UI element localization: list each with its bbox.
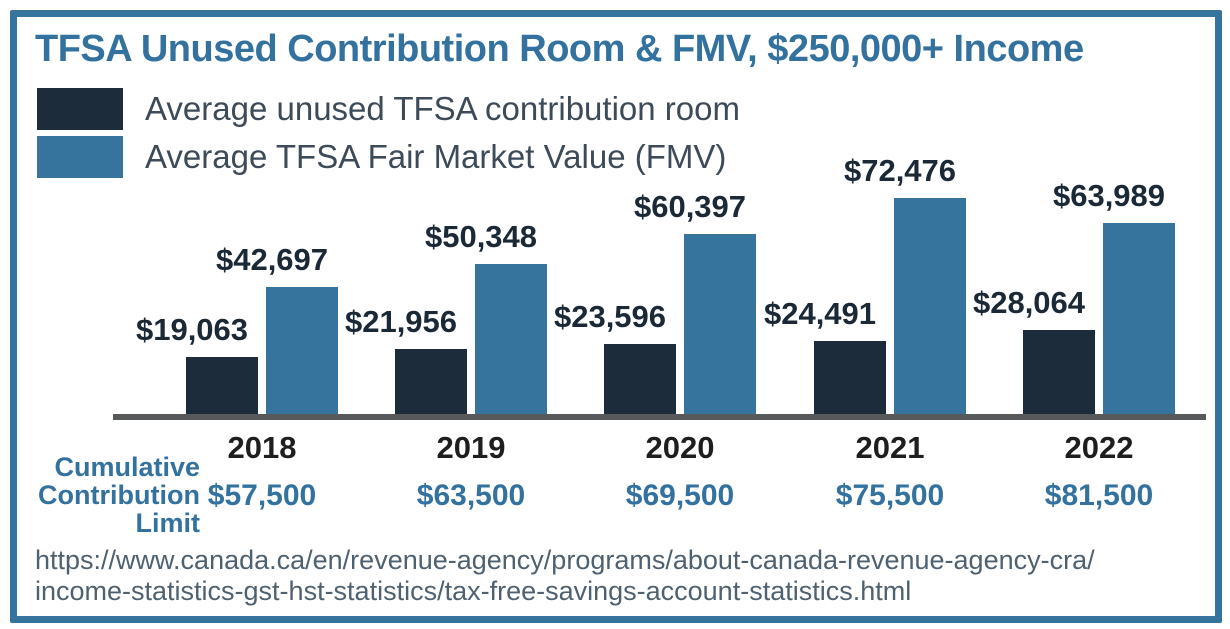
cumulative-limit-2019: $63,500	[416, 479, 526, 512]
legend-label-fmv: Average TFSA Fair Market Value (FMV)	[145, 138, 727, 175]
bar-unused-room-2021	[814, 341, 886, 414]
value-label-unused-room-2018: $19,063	[135, 312, 249, 347]
cumulative-label-line-2: Contribution	[38, 480, 200, 510]
bar-fmv-2018	[266, 287, 338, 414]
cumulative-limit-2018: $57,500	[207, 479, 317, 512]
year-label-2022: 2022	[1064, 430, 1134, 465]
cumulative-contribution-limit-label	[28, 453, 200, 537]
legend-label-unused-room: Average unused TFSA contribution room	[145, 90, 740, 127]
source-url	[35, 545, 1185, 607]
source-url-line-2: income-statistics-gst-hst-statistics/tax-free-savings-account-statistics.html	[35, 576, 912, 606]
x-axis-baseline	[113, 414, 1206, 420]
chart-title: TFSA Unused Contribution Room & FMV, $250,000+ Income	[35, 28, 1084, 70]
bar-fmv-2020	[684, 234, 756, 414]
value-label-unused-room-2020: $23,596	[553, 299, 667, 334]
value-label-fmv-2021: $72,476	[843, 153, 957, 188]
value-label-unused-room-2019: $21,956	[344, 304, 458, 339]
cumulative-label-line-3: Limit	[135, 508, 200, 538]
bar-unused-room-2022	[1023, 330, 1095, 414]
bar-unused-room-2019	[395, 349, 467, 414]
bar-unused-room-2020	[604, 344, 676, 414]
value-label-fmv-2022: $63,989	[1052, 178, 1166, 213]
cumulative-limit-2021: $75,500	[835, 479, 945, 512]
year-label-2021: 2021	[855, 430, 925, 465]
cumulative-label-line-1: Cumulative	[54, 452, 200, 482]
source-url-line-1: https://www.canada.ca/en/revenue-agency/programs/about-canada-revenue-agency-cra/	[35, 545, 1095, 575]
value-label-fmv-2020: $60,397	[633, 189, 747, 224]
year-label-2018: 2018	[227, 430, 297, 465]
value-label-fmv-2019: $50,348	[424, 219, 538, 254]
cumulative-limit-2022: $81,500	[1044, 479, 1154, 512]
value-label-unused-room-2022: $28,064	[972, 285, 1086, 320]
bar-unused-room-2018	[186, 357, 258, 414]
year-label-2019: 2019	[436, 430, 506, 465]
value-label-fmv-2018: $42,697	[215, 242, 329, 277]
year-label-2020: 2020	[645, 430, 715, 465]
cumulative-limit-2020: $69,500	[625, 479, 735, 512]
bar-fmv-2022	[1103, 223, 1175, 414]
bar-fmv-2019	[475, 264, 547, 414]
value-label-unused-room-2021: $24,491	[763, 296, 877, 331]
bar-fmv-2021	[894, 198, 966, 414]
